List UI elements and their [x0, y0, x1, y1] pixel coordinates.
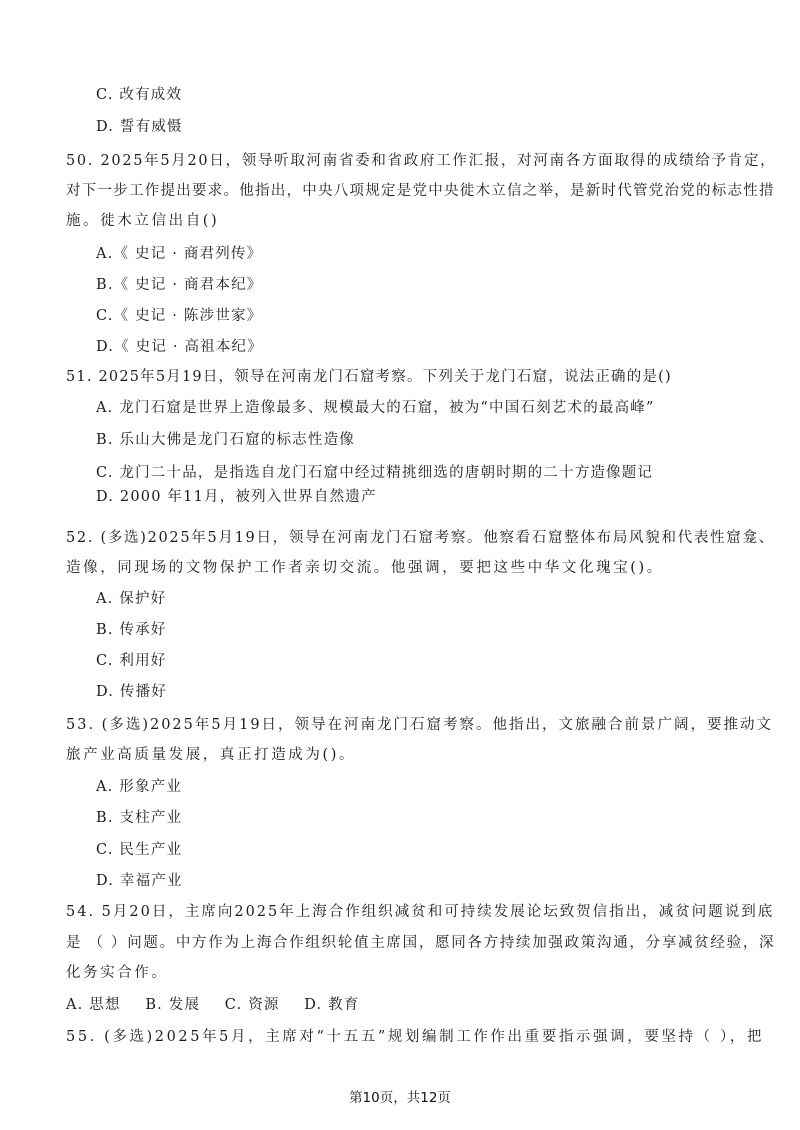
question-50-stem-line-1: 50. 2025年5月20日，领导听取河南省委和省政府工作汇报，对河南各方面取得的成绩给予肯定，	[66, 153, 777, 169]
question-54-option-c: C. 资源	[224, 997, 280, 1013]
question-53-option-a: A. 形象产业	[96, 779, 183, 795]
question-51-option-c: C. 龙门二十品，是指选自龙门石窟中经过精挑细选的唐朝时期的二十方造像题记	[96, 465, 654, 481]
question-50-option-c: C.《 史记 · 陈涉世家》	[96, 308, 263, 324]
question-51-stem: 51. 2025年5月19日，领导在河南龙门石窟考察。下列关于龙门石窟，说法正确的是()	[66, 369, 672, 385]
question-50-option-d: D.《 史记 · 高祖本纪》	[96, 339, 263, 355]
question-50-option-b: B.《 史记 · 商君本纪》	[96, 277, 263, 293]
question-54-option-b: B. 发展	[145, 997, 201, 1013]
option-c: C. 改有成效	[96, 87, 183, 103]
question-52-option-d: D. 传播好	[96, 684, 168, 700]
question-53-stem-line-2: 旅产业高质量发展，真正打造成为()。	[66, 747, 357, 763]
question-52-stem-line-2: 造像，同现场的文物保护工作者亲切交流。他强调，要把这些中华文化瑰宝()。	[66, 560, 664, 576]
question-50-option-a: A.《 史记 · 商君列传》	[96, 246, 263, 262]
question-55-stem-line-1: 55. (多选)2025年5月，主席对“十五五”规划编制工作作出重要指示强调，要坚持（ ），把	[66, 1029, 764, 1045]
question-51-option-a: A. 龙门石窟是世界上造像最多、规模最大的石窟，被为“中国石刻艺术的最高峰”	[96, 400, 655, 416]
question-54-stem-line-3: 化务实合作。	[66, 965, 169, 981]
question-52-option-c: C. 利用好	[96, 653, 167, 669]
question-51-option-d: D. 2000 年11月，被列入世界自然遗产	[96, 489, 377, 505]
question-54-option-d: D. 教育	[304, 997, 360, 1013]
question-50-stem-line-2: 对下一步工作提出要求。他指出，中央八项规定是党中央徙木立信之举，是新时代管党治党的标志性措	[66, 183, 775, 199]
question-53-option-c: C. 民生产业	[96, 842, 183, 858]
page-number-footer: 第10页，共12页	[349, 1090, 451, 1106]
question-54-option-a: A. 思想	[66, 997, 121, 1013]
question-52-option-b: B. 传承好	[96, 622, 167, 638]
question-53-option-b: B. 支柱产业	[96, 810, 183, 826]
question-53-stem-line-1: 53. (多选)2025年5月19日，领导在河南龙门石窟考察。他指出，文旅融合前景广阔，要推动文	[66, 717, 774, 733]
question-54-stem-line-1: 54. 5月20日，主席向2025年上海合作组织减贫和可持续发展论坛致贺信指出，减贫问题说到底	[66, 904, 775, 920]
question-52-stem-line-1: 52. (多选)2025年5月19日，领导在河南龙门石窟考察。他察看石窟整体布局风貌和代表性窟龛、	[66, 530, 775, 546]
question-54-options	[66, 995, 380, 1015]
question-50-stem-line-3: 施。徙木立信出自()	[66, 213, 220, 229]
question-53-option-d: D. 幸福产业	[96, 873, 183, 889]
option-d: D. 誓有威慑	[96, 119, 183, 135]
question-51-option-b: B. 乐山大佛是龙门石窟的标志性造像	[96, 432, 355, 448]
question-52-option-a: A. 保护好	[96, 591, 167, 607]
question-54-stem-line-2: 是 （ ）问题。中方作为上海合作组织轮值主席国，愿同各方持续加强政策沟通，分享减贫经验，深	[66, 935, 776, 951]
